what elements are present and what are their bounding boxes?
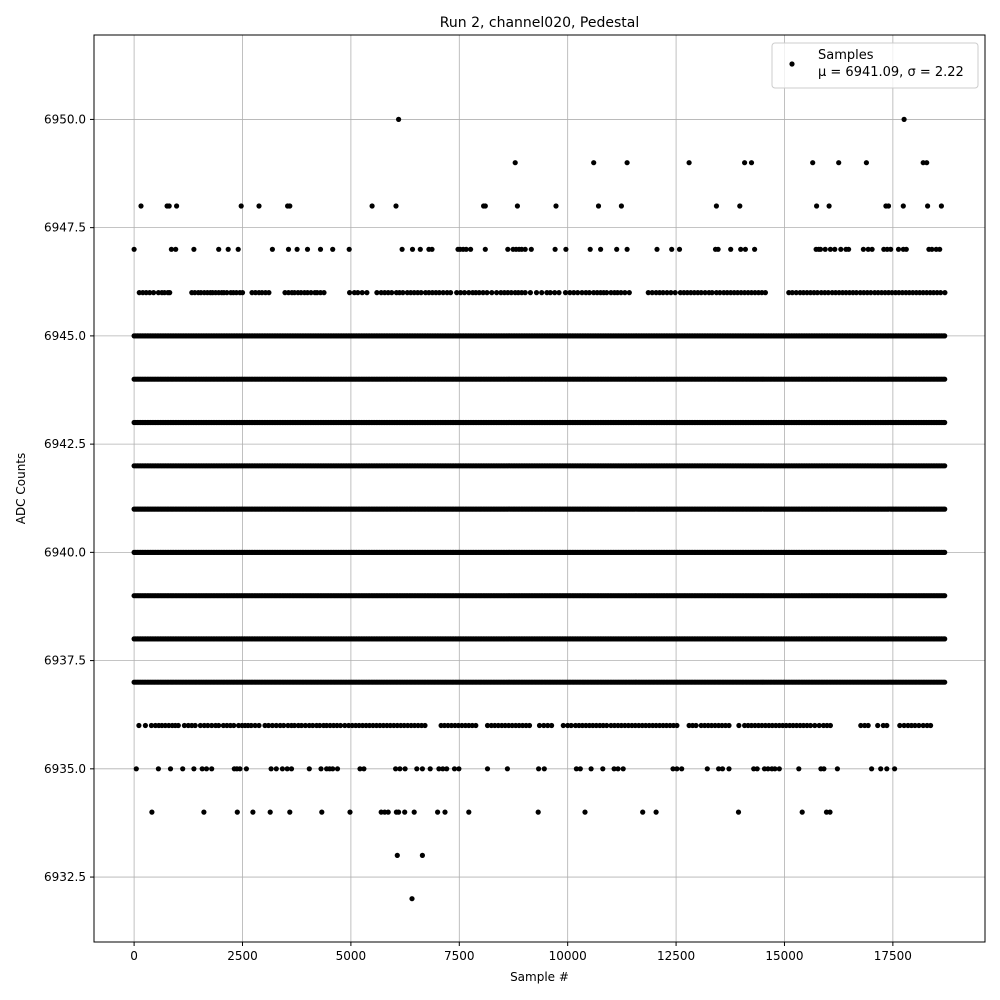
data-point <box>231 723 236 728</box>
data-point <box>528 290 533 295</box>
data-point <box>167 203 172 208</box>
data-point <box>269 766 274 771</box>
data-point <box>134 766 139 771</box>
data-point <box>846 247 851 252</box>
data-point <box>614 247 619 252</box>
data-point <box>942 377 947 382</box>
data-point <box>866 723 871 728</box>
data-point <box>132 247 137 252</box>
data-point <box>318 247 323 252</box>
data-point <box>884 723 889 728</box>
data-point <box>928 723 933 728</box>
data-point <box>679 766 684 771</box>
data-point <box>489 290 494 295</box>
data-point <box>942 507 947 512</box>
data-point <box>738 247 743 252</box>
data-point <box>318 766 323 771</box>
data-point <box>505 766 510 771</box>
data-point <box>542 766 547 771</box>
data-point <box>578 766 583 771</box>
data-point <box>534 290 539 295</box>
data-point <box>473 723 478 728</box>
data-point <box>654 247 659 252</box>
data-point <box>307 766 312 771</box>
data-point <box>818 247 823 252</box>
data-point <box>556 290 561 295</box>
data-point <box>549 723 554 728</box>
data-point <box>174 203 179 208</box>
data-point <box>823 247 828 252</box>
data-point <box>240 290 245 295</box>
data-point <box>716 247 721 252</box>
data-point <box>389 290 394 295</box>
data-point <box>429 247 434 252</box>
data-point <box>937 247 942 252</box>
data-point <box>226 247 231 252</box>
data-point <box>216 247 221 252</box>
data-point <box>321 290 326 295</box>
data-point <box>360 290 365 295</box>
data-point <box>167 290 172 295</box>
data-point <box>884 766 889 771</box>
data-point <box>456 766 461 771</box>
data-point <box>138 203 143 208</box>
data-point <box>539 290 544 295</box>
data-point <box>523 290 528 295</box>
data-point <box>736 723 741 728</box>
data-point <box>289 766 294 771</box>
data-point <box>553 247 558 252</box>
data-point <box>204 766 209 771</box>
data-point <box>861 247 866 252</box>
points-level-6941 <box>132 507 948 512</box>
data-point <box>669 247 674 252</box>
data-point <box>720 766 725 771</box>
data-point <box>621 766 626 771</box>
data-point <box>832 247 837 252</box>
data-point <box>942 550 947 555</box>
data-point <box>835 766 840 771</box>
data-point <box>397 766 402 771</box>
data-point <box>828 723 833 728</box>
data-point <box>400 247 405 252</box>
data-point <box>743 247 748 252</box>
data-point <box>330 766 335 771</box>
data-point <box>420 766 425 771</box>
data-point <box>414 766 419 771</box>
data-point <box>904 247 909 252</box>
data-point <box>752 247 757 252</box>
data-point <box>625 247 630 252</box>
data-point <box>598 247 603 252</box>
data-point <box>236 247 241 252</box>
data-point <box>942 636 947 641</box>
data-point <box>364 290 369 295</box>
points-level-6939 <box>132 593 948 598</box>
data-point <box>777 766 782 771</box>
data-point <box>422 723 427 728</box>
data-point <box>484 290 489 295</box>
points-level-6946 <box>137 290 948 295</box>
data-point <box>726 723 731 728</box>
data-point <box>674 723 679 728</box>
data-point <box>270 247 275 252</box>
data-point <box>673 290 678 295</box>
data-point <box>256 723 261 728</box>
data-point <box>335 766 340 771</box>
data-point <box>677 247 682 252</box>
data-point <box>821 766 826 771</box>
data-point <box>693 723 698 728</box>
data-point <box>244 766 249 771</box>
data-point <box>796 766 801 771</box>
data-point <box>896 247 901 252</box>
data-point <box>875 723 880 728</box>
data-point <box>216 723 221 728</box>
data-point <box>410 247 415 252</box>
data-point <box>600 766 605 771</box>
data-point <box>942 290 947 295</box>
data-point <box>418 247 423 252</box>
data-point <box>151 290 156 295</box>
data-point <box>763 290 768 295</box>
data-point <box>529 247 534 252</box>
data-point <box>361 766 366 771</box>
data-point <box>705 766 710 771</box>
data-point <box>523 247 528 252</box>
data-point <box>209 766 214 771</box>
data-point <box>942 420 947 425</box>
data-point <box>505 247 510 252</box>
data-point <box>193 723 198 728</box>
data-point <box>878 766 883 771</box>
points-level-6938 <box>132 636 948 641</box>
data-point <box>726 766 731 771</box>
data-point <box>266 290 271 295</box>
data-point <box>428 766 433 771</box>
data-point <box>483 247 488 252</box>
data-point <box>563 247 568 252</box>
points-level-6945 <box>132 333 948 338</box>
data-point <box>942 463 947 468</box>
data-point <box>674 766 679 771</box>
points-level-6940 <box>132 550 948 555</box>
data-point <box>286 247 291 252</box>
data-point <box>330 247 335 252</box>
data-point <box>627 290 632 295</box>
points-level-6944 <box>132 377 948 382</box>
data-point <box>942 680 947 685</box>
data-point <box>870 247 875 252</box>
data-point <box>589 766 594 771</box>
data-point <box>180 766 185 771</box>
points-level-6937 <box>132 680 948 685</box>
data-point <box>156 766 161 771</box>
data-point <box>838 247 843 252</box>
data-point <box>615 766 620 771</box>
data-point <box>448 290 453 295</box>
data-point <box>274 766 279 771</box>
data-point <box>403 766 408 771</box>
data-point <box>176 723 181 728</box>
data-point <box>173 247 178 252</box>
data-point <box>280 766 285 771</box>
data-point <box>468 247 473 252</box>
data-point <box>295 247 300 252</box>
data-point <box>728 247 733 252</box>
points-level-6942 <box>132 463 948 468</box>
data-point <box>347 290 352 295</box>
data-point <box>888 247 893 252</box>
points-level-6943 <box>132 420 948 425</box>
data-point <box>536 766 541 771</box>
data-point <box>869 766 874 771</box>
data-point <box>347 247 352 252</box>
data-point <box>237 766 242 771</box>
data-point <box>892 766 897 771</box>
data-point <box>588 247 593 252</box>
data-point <box>191 247 196 252</box>
data-point <box>168 766 173 771</box>
data-point <box>444 766 449 771</box>
data-point <box>942 593 947 598</box>
data-point <box>527 723 532 728</box>
data-point <box>755 766 760 771</box>
data-point <box>143 723 148 728</box>
data-point <box>942 333 947 338</box>
data-point <box>136 723 141 728</box>
data-point <box>191 766 196 771</box>
data-point <box>305 247 310 252</box>
data-point <box>485 766 490 771</box>
